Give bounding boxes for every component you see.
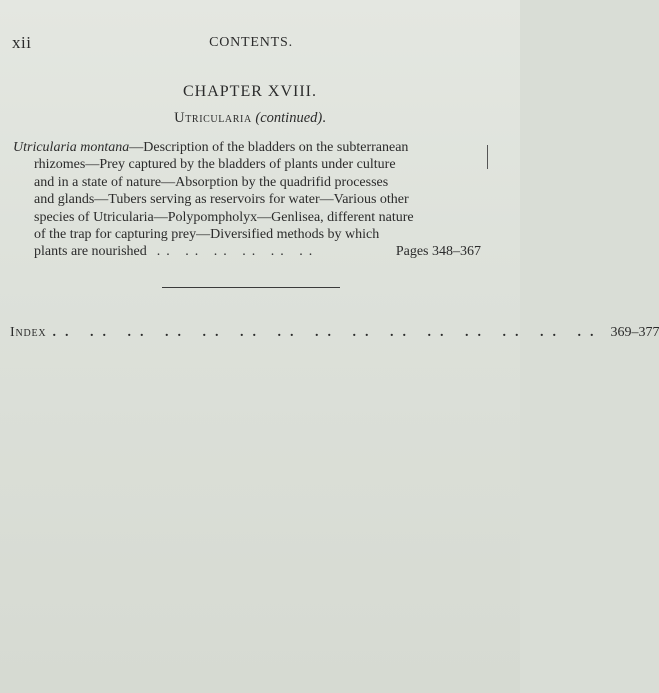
chapter-subtitle-name: Utricularia: [174, 110, 252, 126]
running-head: [12, 33, 490, 53]
summary-line: species of Utricularia—Polypompholyx—Genlisea, different nature: [34, 209, 414, 225]
summary-line: [13, 139, 481, 156]
chapter-heading: CHAPTER XVIII.: [183, 83, 317, 100]
summary-line: of the trap for capturing prey—Diversified methods by which: [34, 227, 380, 243]
index-label: Index: [10, 325, 47, 340]
summary-leaders: .. .. .. .. .. ..: [156, 244, 319, 260]
page-number: xii: [12, 33, 32, 52]
chapter-subtitle: [0, 110, 500, 127]
summary-line-text: —Description of the bladders on the subterranean: [129, 140, 409, 155]
index-entry: [10, 325, 659, 341]
summary-last-line: [13, 243, 481, 260]
summary-lead: Utricularia montana: [13, 140, 130, 155]
index-pages: 369–377: [610, 325, 659, 340]
summary-line: plants are nourished: [34, 244, 147, 260]
summary-line: and in a state of nature—Absorption by the quadrifid processes: [34, 174, 389, 190]
section-divider: [162, 287, 340, 288]
chapter-subtitle-note: (continued): [255, 110, 323, 126]
summary-line: rhizomes—Prey captured by the bladders of plants under culture: [34, 157, 396, 173]
chapter-summary: [13, 139, 481, 261]
running-title: CONTENTS.: [209, 35, 293, 50]
index-leaders: .. .. .. .. .. .. .. .. .. .. .. .. .. .. ..: [52, 325, 603, 340]
chapter-subtitle-end: .: [322, 110, 326, 126]
summary-line: and glands—Tubers serving as reservoirs for water—Various other: [34, 192, 409, 208]
summary-pages: Pages 348–367: [395, 244, 481, 260]
margin-mark: [487, 145, 488, 169]
